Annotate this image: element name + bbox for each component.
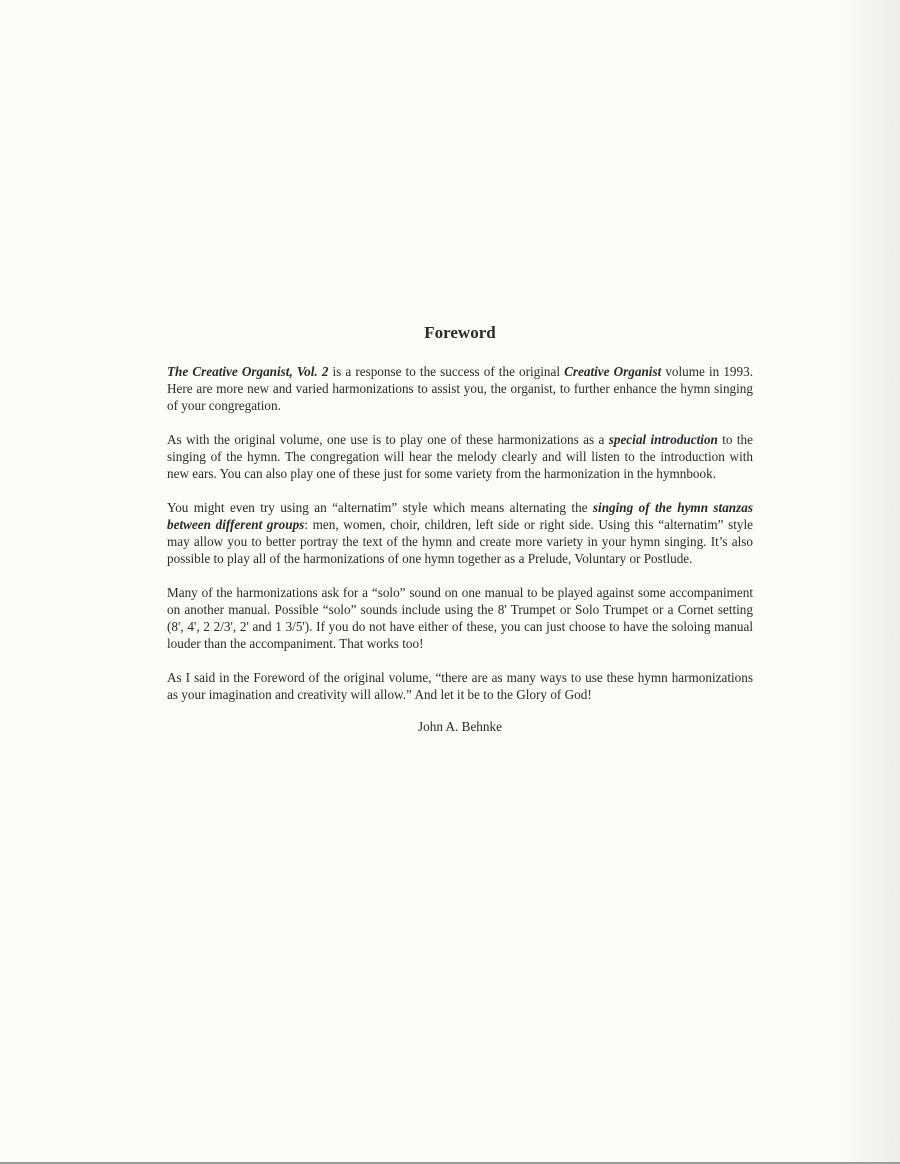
page-edge-shadow [840,0,900,1164]
foreword-section [167,322,753,735]
paragraph-1-text-b: volume in 1993. Here are more new and varied harmonizations to assist you, the organist, to further enhance the hymn singing of your congregation. [167,364,753,413]
book-title-emphasis: The Creative Organist, Vol. 2 [167,364,329,379]
author-signature: John A. Behnke [418,719,502,734]
paragraph-1-text-a: is a response to the success of the original [328,364,565,379]
paragraph-3 [167,499,753,567]
alternatim-emphasis: singing of the hymn stanzas between different groups [167,500,753,532]
original-title-emphasis: Creative Organist [564,364,662,379]
paragraph-3-text-b: : men, women, choir, children, left side or right side. Using this “alternatim” style may allow you to better portray the text of the hymn and create more variety in your hymn singing. It’s also possible to play all of the harmonizations of one hymn together as a Prelude, Voluntary or Postlude. [167,517,753,566]
paragraph-2-text-a: As with the original volume, one use is to play one of these harmonizations as a [167,432,609,447]
paragraph-5: As I said in the Foreword of the original volume, “there are as many ways to use these hymn harmonizations as your imagination and creativity will allow.” And let it be to the Glory of God! [167,670,753,702]
paragraph-2-text-b: to the singing of the hymn. The congregation will hear the melody clearly and will listen to the introduction with new ears. You can also play one of these just for some variety from the harmonization in the hymnbook. [167,432,753,481]
special-introduction-emphasis: special introduction [608,432,718,447]
page-title: Foreword [424,323,496,342]
paragraph-2 [167,431,753,482]
paragraph-1 [167,363,753,414]
paragraph-3-text-a: You might even try using an “alternatim” style which means alternating the [167,500,593,515]
paragraph-4: Many of the harmonizations ask for a “solo” sound on one manual to be played against some accompaniment on another manual. Possible “solo” sounds include using the 8' Trumpet or Solo Trumpet or a Cornet setting (8', 4', 2 2/3', 2' and 1 3/5'). If you do not have either of these, you can just choose to have the soloing manual louder than the accompaniment. That works too! [167,585,753,651]
